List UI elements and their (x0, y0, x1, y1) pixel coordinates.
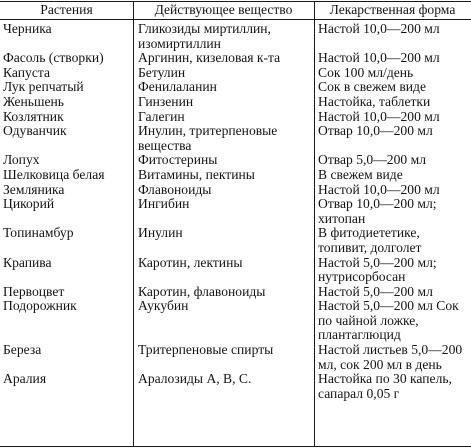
table-cell-form: В свежем виде (318, 167, 403, 182)
table-cell-substance: Аралозиды А, В, С. (138, 372, 252, 387)
table-cell-substance: Инулин (138, 226, 183, 241)
table-cell-form: Настойка по 30 капель, сапарал 0,05 г (318, 372, 452, 401)
table-body (0, 22, 471, 401)
table-cell-form: Настой 5,0—200 мл Сок по чайной ложке, плантаглюцид (318, 299, 459, 343)
table-cell-form: Сок 100 мл/день (318, 65, 414, 80)
table-cell-plant: Лук репчатый (3, 80, 84, 95)
table-bottom-rule (0, 446, 471, 447)
table-cell-substance: Фенилаланин (138, 80, 217, 95)
table-top-rule (0, 1, 471, 2)
table-cell-plant: Козлятник (3, 109, 64, 124)
header-form: Лекарственная форма (329, 3, 456, 17)
table-cell-plant: Одуванчик (3, 124, 67, 139)
table-cell-form: Настой 10,0—200 мл (318, 109, 440, 124)
table-cell-plant: Лопух (3, 153, 40, 168)
table-cell-substance: Галегин (138, 109, 185, 124)
table-header-rule (0, 19, 471, 20)
table-cell-form: Отвар 5,0—200 мл (318, 153, 426, 168)
table-cell-plant: Капуста (3, 65, 50, 80)
table-cell-form: Настойка, таблетки (318, 94, 431, 109)
table-cell-plant: Женьшень (3, 94, 64, 109)
table-cell-plant: Фасоль (створки) (3, 51, 104, 66)
table-cell-form: Настой 5,0—200 мл (318, 284, 433, 299)
header-substance: Действующее вещество (154, 3, 293, 17)
table-cell-substance: Каротин, флавоноиды (138, 284, 266, 299)
table-cell-plant: Шелковица белая (3, 167, 105, 182)
table-cell-plant: Первоцвет (3, 284, 65, 299)
table-cell-substance: Гинзенин (138, 94, 194, 109)
table-cell-form: Сок в свежем виде (318, 80, 426, 95)
table-cell-substance: Бетулин (138, 65, 186, 80)
table-cell-form: Отвар 10,0—200 мл (318, 124, 433, 139)
table-cell-plant: Цикорий (3, 197, 55, 212)
table-cell-substance: Ингибин (138, 197, 190, 212)
table-cell-substance: Инулин, тритерпеновые вещества (138, 124, 278, 153)
table-cell-substance: Витамины, пектины (138, 167, 255, 182)
table-cell-plant: Крапива (3, 255, 52, 270)
table-cell-substance: Гликозиды миртиллин, изомиртиллин (138, 22, 271, 51)
table-cell-form: Настой 10,0—200 мл (318, 22, 440, 36)
table-cell-plant: Подорожник (3, 299, 77, 314)
header-plant: Растения (40, 3, 93, 17)
table-cell-plant: Топинамбур (3, 226, 74, 241)
table-cell-form: Настой 10,0—200 мл (318, 51, 440, 66)
table-cell-form: В фитодиететике, топивит, долголет (318, 226, 422, 255)
table-cell-substance: Аргинин, кизеловая к-та (138, 51, 281, 66)
table-cell-plant: Аралия (3, 372, 47, 387)
table-cell-form: Настой 10,0—200 мл (318, 182, 440, 197)
table-cell-plant: Земляника (3, 182, 65, 197)
table-cell-form: Отвар 10,0—200 мл; хитопан (318, 197, 437, 226)
table-cell-form: Настой 5,0—200 мл; нутрисорбосан (318, 255, 437, 285)
table-cell-plant: Береза (3, 343, 42, 358)
table-cell-form: Настой листьев 5,0—200 мл, сок 200 мл в день (318, 343, 463, 372)
table-header (0, 3, 471, 18)
table-cell-substance: Каротин, лектины (138, 255, 243, 270)
table-cell-substance: Аукубин (138, 299, 189, 314)
table-cell-plant: Черника (3, 22, 52, 36)
table-cell-substance: Флавоноиды (138, 182, 212, 197)
table-cell-substance: Тритерпеновые спирты (138, 343, 274, 358)
table-cell-substance: Фитостерины (138, 153, 218, 168)
